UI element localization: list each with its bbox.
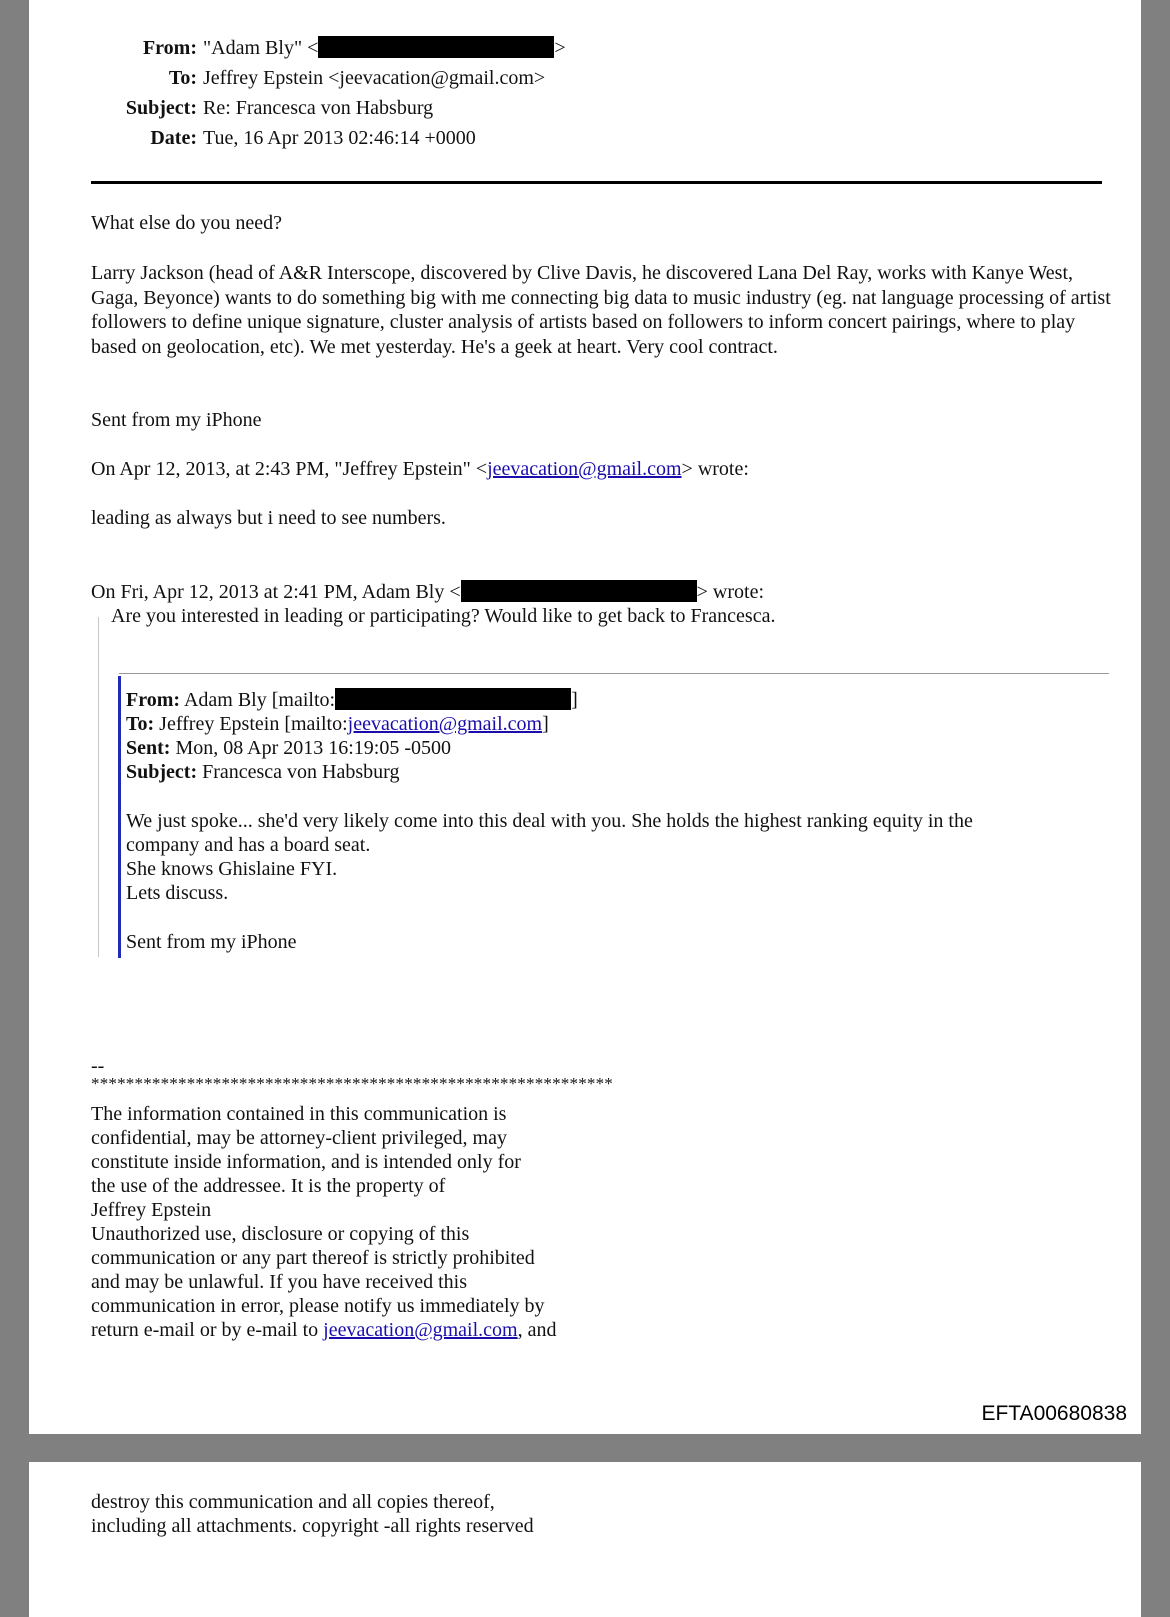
header-from-close: > — [554, 37, 566, 59]
quote1-intro-post: > wrote: — [681, 458, 749, 480]
bates-number: EFTA00680838 — [981, 1402, 1127, 1425]
disclaimer-line: destroy this communication and all copies thereof, — [91, 1491, 495, 1513]
blockquote-border — [98, 617, 99, 957]
inner-subject-label: Subject: — [126, 761, 198, 783]
disclaimer-line: Jeffrey Epstein — [91, 1199, 212, 1221]
quote1-intro — [91, 457, 749, 482]
header-subject-label: Subject: — [125, 97, 197, 119]
inner-quote-bar — [118, 676, 121, 958]
inner-to-row — [126, 712, 549, 737]
quote1-text: leading as always but i need to see numbers. — [91, 507, 446, 529]
quote2-intro-pre: On Fri, Apr 12, 2013 at 2:41 PM, Adam Bly < — [91, 581, 461, 603]
disclaimer-line: communication in error, please notify us immediately by — [91, 1295, 545, 1317]
inner-body-line: We just spoke... she'd very likely come into this deal with you. She holds the highest ranking equity in the — [126, 810, 973, 832]
redaction-block — [461, 580, 697, 602]
inner-to-value: Jeffrey Epstein [mailto: — [159, 713, 348, 735]
disclaimer-line: constitute inside information, and is intended only for — [91, 1151, 521, 1173]
redaction-block — [318, 36, 554, 58]
inner-sent-row — [126, 736, 451, 761]
body-question: What else do you need? — [91, 212, 283, 234]
header-divider — [91, 181, 1102, 184]
header-from-row — [29, 36, 566, 60]
footer-stars: ************************************************************ — [91, 1074, 613, 1093]
header-to-value: Jeffrey Epstein <jeevacation@gmail.com> — [203, 67, 546, 89]
quote1-intro-pre: On Apr 12, 2013, at 2:43 PM, "Jeffrey Epstein" < — [91, 458, 488, 480]
inner-subject-value: Francesca von Habsburg — [202, 761, 400, 783]
inner-from-row — [126, 688, 578, 713]
header-to-row — [29, 66, 545, 90]
disclaimer-line: the use of the addressee. It is the property of — [91, 1175, 446, 1197]
inner-body-line: Lets discuss. — [126, 882, 229, 904]
disclaimer-line: confidential, may be attorney-client privileged, may — [91, 1127, 507, 1149]
disclaimer-line: and may be unlawful. If you have received this — [91, 1271, 467, 1293]
inner-from-label: From: — [126, 689, 181, 711]
disclaimer-line: including all attachments. copyright -all rights reserved — [91, 1515, 534, 1537]
disclaimer-line: The information contained in this communication is — [91, 1103, 507, 1125]
disclaimer-post: , and — [517, 1319, 557, 1341]
quote2-intro-post: > wrote: — [696, 581, 765, 603]
header-from-label: From: — [142, 37, 197, 59]
quote1-email-link[interactable]: jeevacation@gmail.com — [487, 458, 682, 480]
inner-sent-value: Mon, 08 Apr 2013 16:19:05 -0500 — [175, 737, 452, 759]
header-date-label: Date: — [150, 127, 197, 149]
inner-subject-row — [126, 760, 399, 785]
header-to-label: To: — [168, 67, 197, 89]
inner-to-label: To: — [126, 713, 155, 735]
inner-from-close: ] — [571, 689, 578, 711]
disclaimer-pre: return e-mail or by e-mail to — [91, 1319, 324, 1341]
header-date-row — [29, 126, 476, 150]
inner-body-line: company and has a board seat. — [126, 834, 371, 856]
quote2-text: Are you interested in leading or participating? Would like to get back to Francesca. — [111, 605, 776, 627]
document-page-1 — [29, 0, 1141, 1434]
inner-from-value: Adam Bly [mailto: — [183, 689, 336, 711]
document-page-2 — [29, 1462, 1141, 1617]
header-subject-row — [29, 96, 433, 120]
disclaimer-line — [91, 1318, 556, 1343]
header-subject-value: Re: Francesca von Habsburg — [203, 97, 434, 119]
quote2-intro — [91, 580, 764, 605]
disclaimer-line: Unauthorized use, disclosure or copying of this — [91, 1223, 470, 1245]
header-from-name: "Adam Bly" < — [203, 37, 319, 59]
footer-dashes: -- — [91, 1055, 105, 1077]
redaction-block — [335, 688, 571, 710]
disclaimer-line: communication or any part thereof is strictly prohibited — [91, 1247, 535, 1269]
inner-to-close: ] — [542, 713, 549, 735]
inner-body-line: She knows Ghislaine FYI. — [126, 858, 338, 880]
inner-sent-label: Sent: — [126, 737, 171, 759]
disclaimer-email-link[interactable]: jeevacation@gmail.com — [323, 1319, 518, 1341]
header-date-value: Tue, 16 Apr 2013 02:46:14 +0000 — [203, 127, 476, 149]
inner-signature: Sent from my iPhone — [126, 931, 297, 953]
body-signature: Sent from my iPhone — [91, 409, 262, 431]
inner-divider — [119, 673, 1109, 674]
inner-to-email-link[interactable]: jeevacation@gmail.com — [347, 713, 543, 735]
body-paragraph: Larry Jackson (head of A&R Interscope, discovered by Clive Davis, he discovered Lana Del Ray, works with Kanye West, Gaga, Beyonce) wants to do something big with me connecting big data to music industry (eg. nat language processing of artist followers to define unique signature, cluster analysis of artists based on followers to inform concert pairings, where to play based on geolocation, etc). We met yesterday. He's a geek at heart. Very cool contract. — [91, 262, 1111, 358]
